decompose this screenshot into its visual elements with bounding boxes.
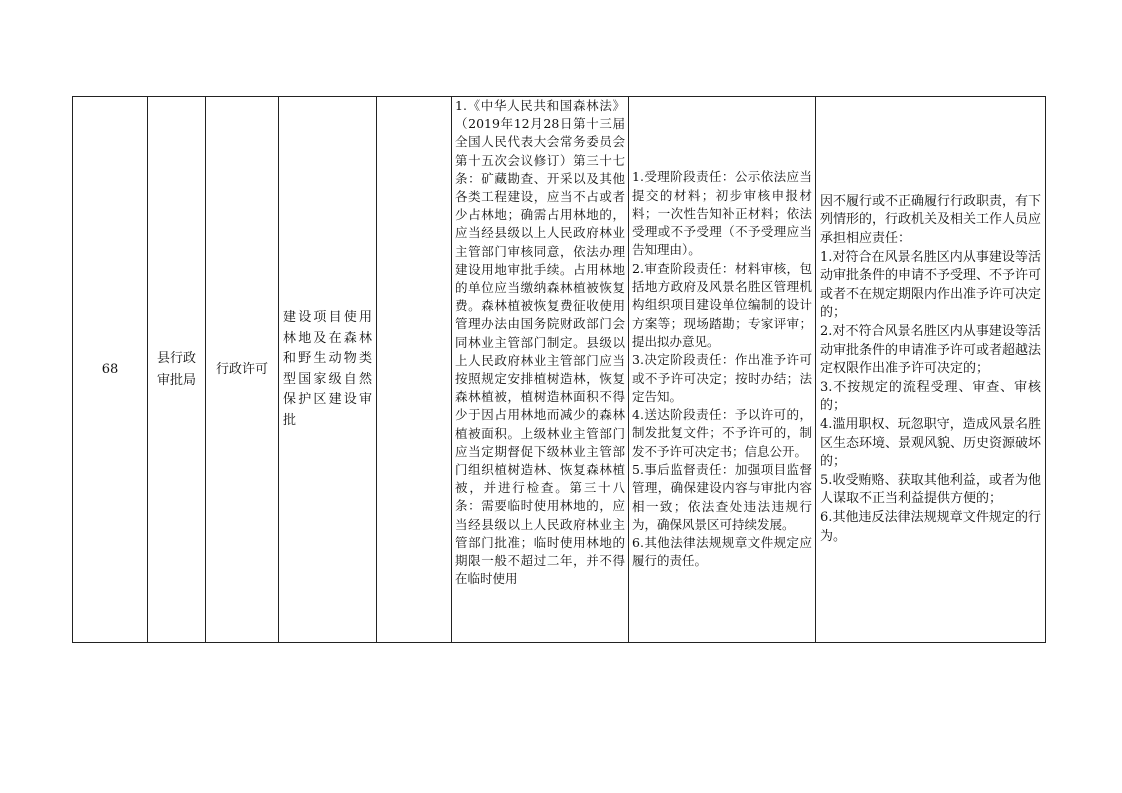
table-row <box>73 97 1046 643</box>
liability-cell <box>816 97 1046 643</box>
duty-item: 3.决定阶段责任：作出准予许可或不予许可决定；按时办结；法定告知。 <box>632 352 812 404</box>
duty-list <box>629 168 815 571</box>
liability-item: 1.对符合在风景名胜区内从事建设等活动审批条件的申请不予受理、不予许可或者不在规定期限内作出准予许可决定的； <box>820 249 1042 321</box>
power-list-table <box>72 96 1046 643</box>
duty-item: 1.受理阶段责任：公示依法应当提交的材料；初步审核申报材料；一次性告知补正材料；依法受理或不予受理（不予受理应当告知理由）。 <box>632 169 812 258</box>
liability-list <box>816 193 1045 546</box>
row-number: 68 <box>101 361 119 377</box>
duty-item: 5.事后监督责任：加强项目监督管理，确保建设内容与审批内容相一致；依法查处违法违规行为，确保风景区可持续发展。 <box>632 461 812 532</box>
sub-item-cell <box>377 97 452 643</box>
liability-item: 4.滥用职权、玩忽职守，造成风景名胜区生态环境、景观风貌、历史资源破坏的； <box>820 416 1042 470</box>
liability-intro: 因不履行或不正确履行行政职责，有下列情形的，行政机关及相关工作人员应承担相应责任： <box>820 193 1042 247</box>
liability-item: 3.不按规定的流程受理、审查、审核的； <box>820 379 1041 414</box>
category-cell <box>206 97 279 643</box>
item-name-cell <box>279 97 377 643</box>
department: 县行政审批局 <box>156 350 196 388</box>
legal-basis-cell <box>452 97 629 643</box>
duty-item: 6.其他法律法规规章文件规定应履行的责任。 <box>632 535 812 569</box>
power-category: 行政许可 <box>215 361 268 377</box>
liability-item: 5.收受贿赂、获取其他利益，或者为他人谋取不正当利益提供方便的； <box>820 472 1041 507</box>
duty-cell <box>629 97 816 643</box>
item-name: 建设项目使用林地及在森林和野生动物类型国家级自然保护区建设审批 <box>283 310 372 428</box>
liability-item: 6.其他违反法律法规规章文件规定的行为。 <box>820 509 1041 544</box>
department-cell <box>148 97 206 643</box>
liability-item: 2.对不符合风景名胜区内从事建设等活动审批条件的申请准予许可或者超越法定权限作出准予许可决定的； <box>820 324 1042 377</box>
row-number-cell <box>73 97 148 643</box>
duty-item: 4.送达阶段责任：予以许可的，制发批复文件；不予许可的，制发不予许可决定书；信息公开。 <box>632 407 812 459</box>
legal-basis-text: 1.《中华人民共和国森林法》（2019年12月28日第十三届全国人民代表大会常务委员会第十五次会议修订）第三十七条：矿藏勘查、开采以及其他各类工程建设，应当不占或者少占林地；确需占用林地的，应当经县级以上人民政府林业主管部门审核同意，依法办理建设用地审批手续。占用林地的单位应当缴纳森林植被恢复费。森林植被恢复费征收使用管理办法由国务院财政部门会同林业主管部门制定。县级以上人民政府林业主管部门应当按照规定安排植树造林，恢复森林植被，植树造林面积不得少于因占用林地而减少的森林植被面积。上级林业主管部门应当定期督促下级林业主管部门组织植树造林、恢复森林植被，并进行检查。第三十八条：需要临时使用林地的，应当经县级以上人民政府林业主管部门批准；临时使用林地的期限一般不超过二年，并不得在临时使用 <box>455 98 625 587</box>
duty-item: 2.审查阶段责任：材料审核，包括地方政府及风景名胜区管理机构组织项目建设单位编制的设计方案等；现场踏勘；专家评审；提出拟办意见。 <box>632 260 812 349</box>
